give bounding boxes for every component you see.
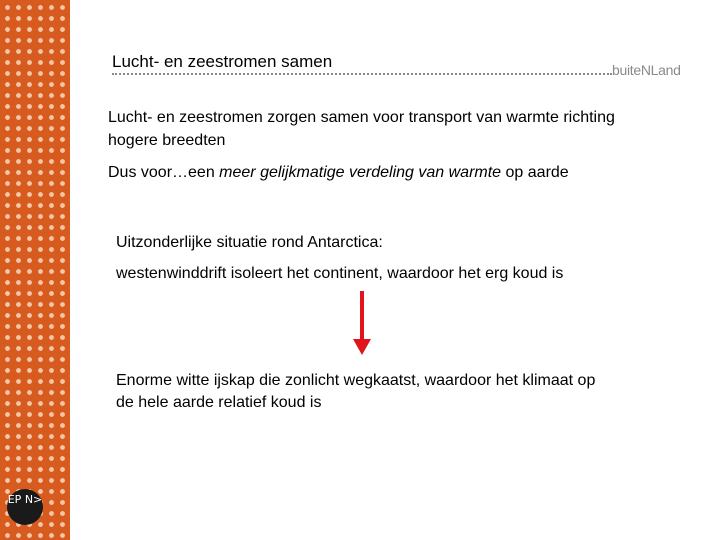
- paragraph-conclusion-emphasis: meer gelijkmatige verdeling van warmte: [219, 164, 502, 181]
- paragraph-heat-transport: Lucht- en zeestromen zorgen samen voor transport van warmte richting hogere breedten: [108, 109, 615, 149]
- decorative-sidebar: [0, 0, 78, 540]
- paragraph-ice-cap: Enorme witte ijskap die zonlicht wegkaatst, waardoor het klimaat op de hele aarde relatief koud is: [116, 372, 596, 411]
- paragraph-conclusion-suffix: op aarde: [501, 164, 569, 181]
- paragraph-antarctica: Uitzonderlijke situatie rond Antarctica:: [116, 234, 383, 251]
- title-dotted-line: [112, 73, 612, 75]
- sidebar-edge: [70, 0, 78, 540]
- paragraph-conclusion-prefix: Dus voor…een: [108, 164, 220, 181]
- brand-logo-text: buiteNLand: [612, 62, 681, 78]
- epn-logo: [7, 489, 43, 525]
- logo-text: EP N>: [7, 493, 43, 506]
- paragraph-westwind-drift: westenwinddrift isoleert het continent, waardoor het erg koud is: [116, 265, 564, 282]
- down-arrow-icon: [352, 291, 372, 357]
- slide-title: Lucht- en zeestromen samen: [112, 52, 333, 71]
- paragraph-conclusion: [108, 164, 569, 182]
